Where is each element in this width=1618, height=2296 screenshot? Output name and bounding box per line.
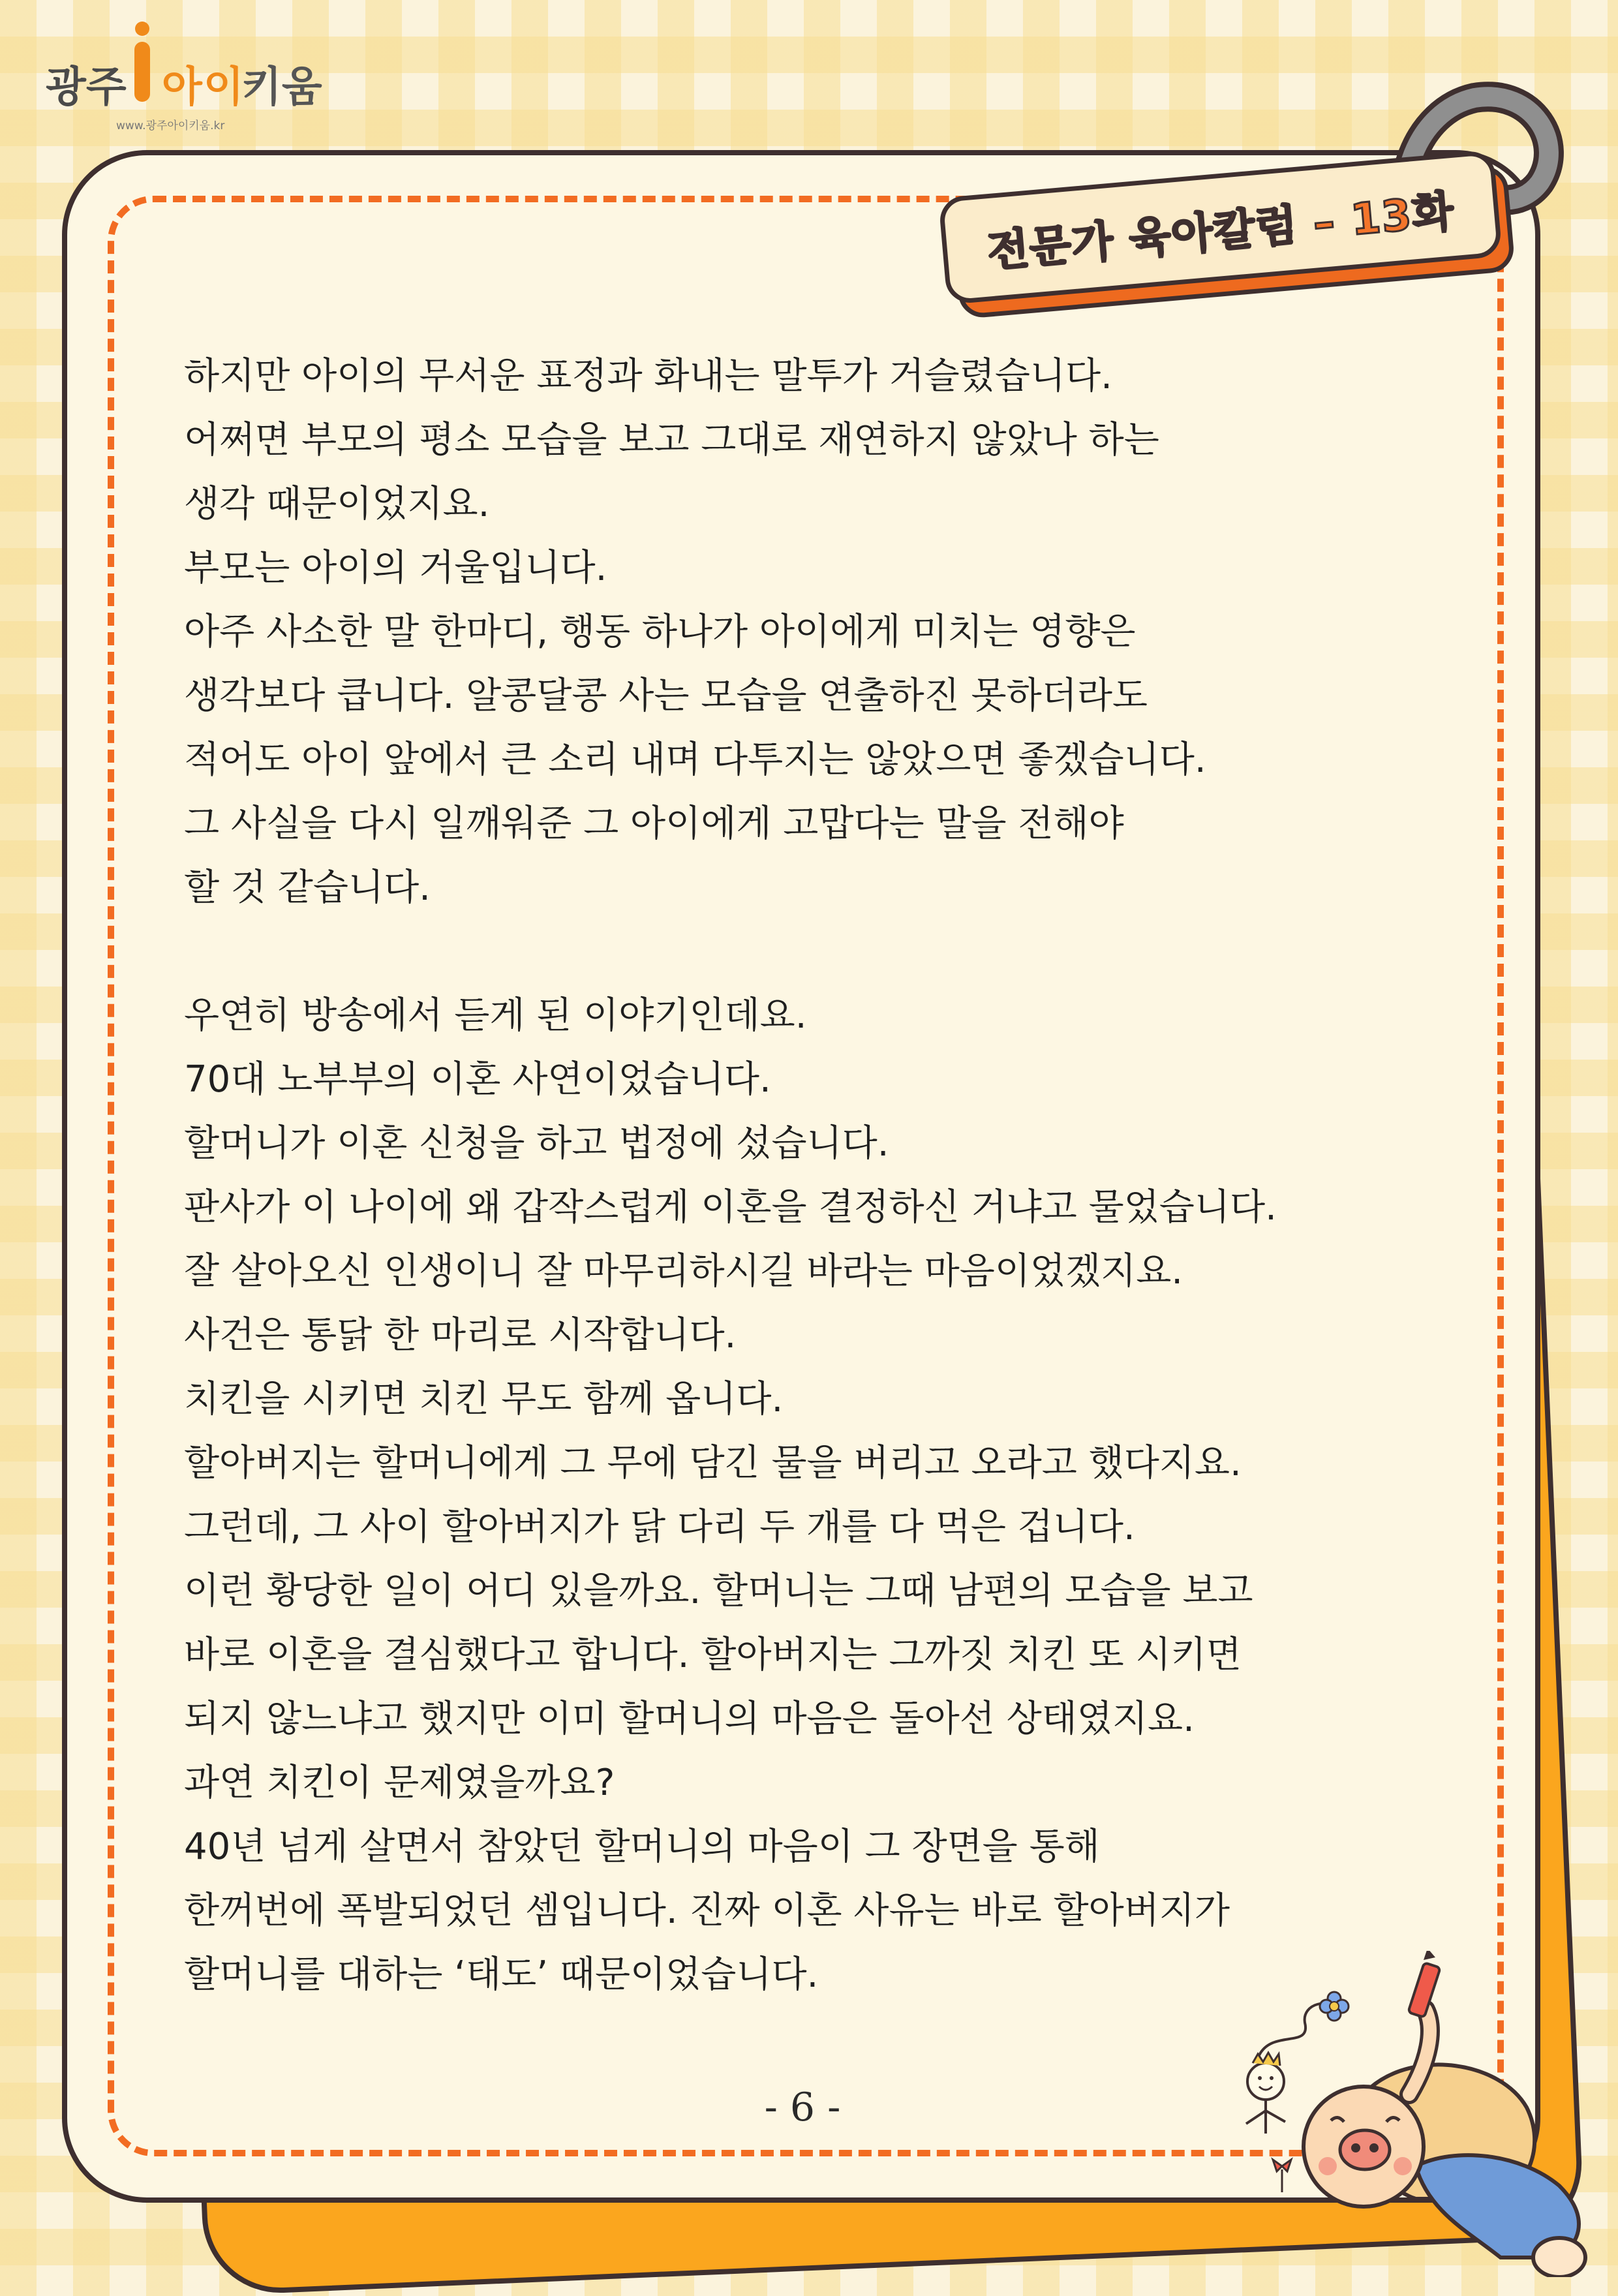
article-body: [184, 344, 1463, 2007]
text-line: 부모는 아이의 거울입니다.: [184, 547, 607, 589]
text-line: 과연 치킨이 문제였을까요?: [184, 1762, 615, 1804]
text-line: 바로 이혼을 결심했다고 합니다. 할아버지는 그까짓 치킨 또 시키면: [184, 1634, 1242, 1676]
text-line: 40년 넘게 살면서 참았던 할머니의 마음이 그 장면을 통해: [184, 1826, 1100, 1868]
text-line: 70대 노부부의 이혼 사연이었습니다.: [184, 1058, 771, 1101]
page-number: - 6 -: [764, 2085, 841, 2130]
logo-city: 광주: [46, 63, 127, 112]
logo-i-icon: [128, 20, 157, 104]
text-line: 이런 황당한 일이 어디 있을까요. 할머니는 그때 남편의 모습을 보고: [184, 1570, 1253, 1612]
tag-title: 전문가 육아칼럼 – 13화: [985, 185, 1456, 277]
text-line: 한꺼번에 폭발되었던 셈입니다. 진짜 이혼 사유는 바로 할아버지가: [184, 1890, 1230, 1932]
paragraph-1: [184, 344, 1463, 920]
text-line: 그 사실을 다시 일깨워준 그 아이에게 고맙다는 말을 전해야: [184, 803, 1124, 845]
text-line: 할 것 같습니다.: [184, 866, 431, 909]
text-line: 생각보다 큽니다. 알콩달콩 사는 모습을 연출하진 못하더라도: [184, 675, 1148, 717]
text-line: 할아버지는 할머니에게 그 무에 담긴 물을 버리고 오라고 했다지요.: [184, 1442, 1242, 1484]
text-line: 사건은 통닭 한 마리로 시작합니다.: [184, 1314, 737, 1356]
text-line: 치킨을 시키면 치킨 무도 함께 옵니다.: [184, 1378, 784, 1420]
text-line: 생각 때문이었지요.: [184, 483, 490, 525]
text-line: 할머니가 이혼 신청을 하고 법정에 섰습니다.: [184, 1122, 889, 1165]
logo: [46, 13, 346, 137]
paragraph-2: [184, 984, 1463, 2007]
text-line: 아주 사소한 말 한마디, 행동 하나가 아이에게 미치는 영향은: [184, 611, 1136, 653]
child-drawing-illustration: [1220, 1951, 1605, 2277]
logo-brand: 아이: [162, 63, 245, 112]
text-line: 우연히 방송에서 듣게 된 이야기인데요.: [184, 994, 807, 1037]
text-line: 되지 않느냐고 했지만 이미 할머니의 마음은 돌아선 상태였지요.: [184, 1698, 1195, 1740]
logo-brand-suffix: 키움: [241, 63, 322, 112]
text-line: 그런데, 그 사이 할아버지가 닭 다리 두 개를 다 먹은 겁니다.: [184, 1506, 1135, 1548]
text-line: 적어도 아이 앞에서 큰 소리 내며 다투지는 않았으면 좋겠습니다.: [184, 739, 1206, 781]
text-line: 어쩌면 부모의 평소 모습을 보고 그대로 재연하지 않았나 하는: [184, 419, 1159, 461]
text-line: 하지만 아이의 무서운 표정과 화내는 말투가 거슬렸습니다.: [184, 355, 1112, 397]
text-line: 판사가 이 나이에 왜 갑작스럽게 이혼을 결정하신 거냐고 물었습니다.: [184, 1186, 1277, 1229]
logo-url: www.광주아이키움.kr: [116, 119, 225, 132]
blank-line: [184, 920, 1463, 984]
text-line: 할머니를 대하는 ‘태도’ 때문이었습니다.: [184, 1953, 819, 1996]
text-line: 잘 살아오신 인생이니 잘 마무리하시길 바라는 마음이었겠지요.: [184, 1250, 1183, 1293]
